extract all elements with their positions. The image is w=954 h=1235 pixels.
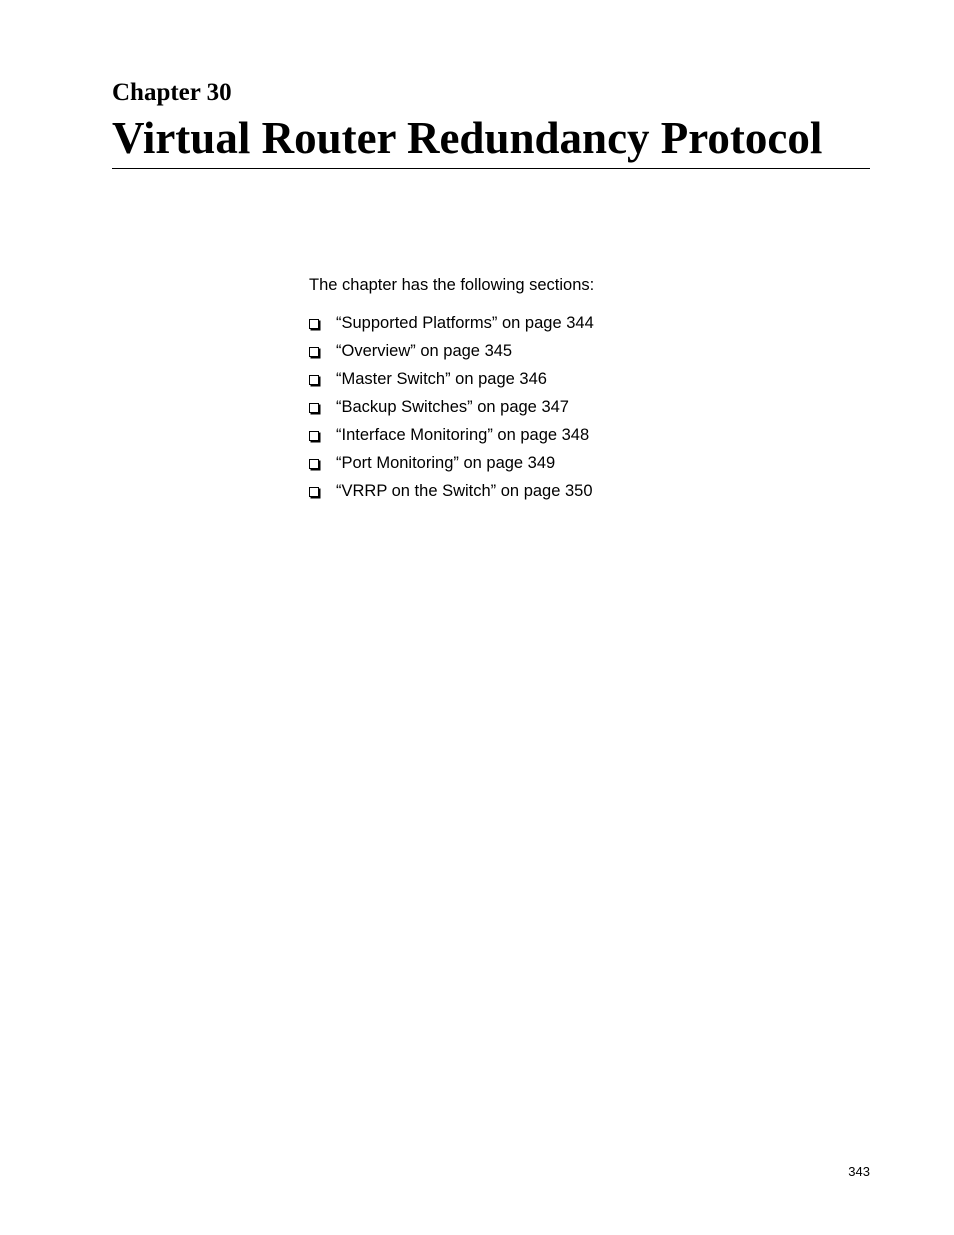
section-item-port-monitoring[interactable] (309, 453, 594, 481)
checkbox-icon (309, 375, 319, 385)
section-item-label: “Master Switch” on page 346 (336, 370, 547, 388)
checkbox-icon (309, 347, 319, 357)
section-item-interface-monitoring[interactable] (309, 425, 594, 453)
checkbox-icon (309, 431, 319, 441)
section-item-overview[interactable] (309, 341, 594, 369)
intro-text: The chapter has the following sections: (309, 276, 595, 294)
section-item-vrrp-on-the-switch[interactable] (309, 481, 594, 509)
section-item-label: “Backup Switches” on page 347 (336, 398, 569, 416)
checkbox-icon (309, 487, 319, 497)
checkbox-icon (309, 403, 319, 413)
checkbox-icon (309, 319, 319, 329)
section-item-backup-switches[interactable] (309, 397, 594, 425)
section-item-master-switch[interactable] (309, 369, 594, 397)
section-item-label: “Interface Monitoring” on page 348 (336, 426, 590, 444)
title-divider (112, 168, 870, 169)
section-item-label: “Overview” on page 345 (336, 342, 513, 360)
section-item-label: “Port Monitoring” on page 349 (336, 454, 556, 472)
section-item-label: “VRRP on the Switch” on page 350 (336, 482, 593, 500)
section-list (309, 313, 594, 509)
checkbox-icon (309, 459, 319, 469)
section-item-label: “Supported Platforms” on page 344 (336, 314, 594, 332)
chapter-label: Chapter 30 (112, 79, 232, 106)
section-item-supported-platforms[interactable] (309, 313, 594, 341)
chapter-title: Virtual Router Redundancy Protocol (112, 113, 823, 163)
page-number: 343 (848, 1164, 870, 1179)
